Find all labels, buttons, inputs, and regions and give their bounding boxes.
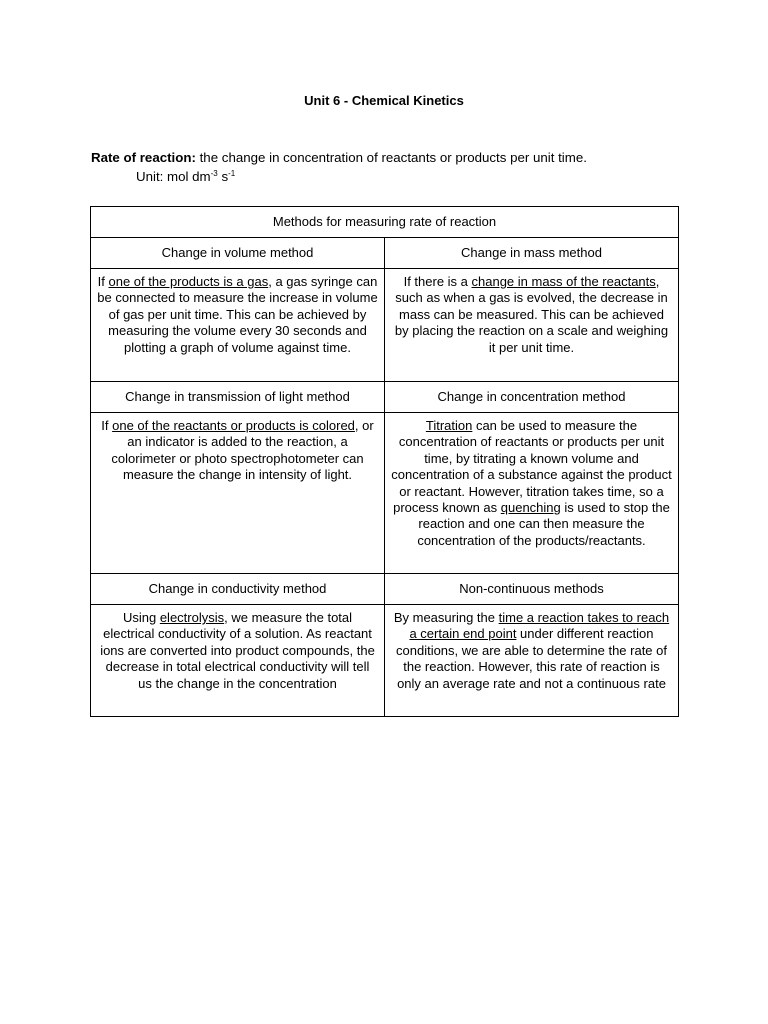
text-span: Using [122,610,160,625]
underlined-phrase: quenching [500,500,561,516]
light-method-heading: Change in transmission of light method [91,382,385,413]
text-span: , a gas syringe can be connected to measure the increase in volume of gas per unit time. This can be achieved by measuring the volume every 30 seconds and plotting a graph of volume against time. [97,274,378,355]
light-method-description [91,413,385,574]
unit-prefix: Unit: mol dm [136,169,211,184]
text-span: is used to stop the reaction and one can then measure the concentration of the products/reactants. [417,500,670,548]
method-heading-row [91,238,679,269]
table-header-row [91,207,679,238]
mass-method-heading: Change in mass method [385,238,679,269]
text-span: can be used to measure the concentration of reactants or products per unit time, by titrating a known volume and concentration of a substance against the product or reactant. However, titration takes time, so a process known as [391,418,672,516]
text-span: If [101,418,113,433]
underlined-phrase: electrolysis [159,610,225,625]
text-span: If [97,274,109,289]
noncontinuous-method-description [385,605,679,717]
underlined-phrase: change in mass of the reactants [471,274,656,289]
text-span: If there is a [403,274,472,289]
method-description-row [91,413,679,574]
unit-exponent-dm: -3 [210,169,218,178]
methods-table [90,206,679,717]
text-span: , we measure the total electrical conductivity of a solution. As reactant ions are converted into product compounds, the decrease in total electrical conductivity will tell us the change in the concentration [100,610,375,691]
text-span: , such as when a gas is evolved, the decrease in mass can be measured. This can be achieved by placing the reaction on a scale and weighing it per unit time. [394,274,669,355]
underlined-phrase: time a reaction takes to reach a certain end point [409,610,670,642]
mass-method-description [385,269,679,382]
underlined-phrase: one of the reactants or products is colored [112,418,355,433]
method-description-row [91,605,679,717]
text-span: By measuring the [393,610,499,625]
method-heading-row [91,574,679,605]
unit-seconds: s [217,169,229,184]
conductivity-method-heading: Change in conductivity method [91,574,385,605]
underlined-phrase: Titration [425,418,473,433]
definition-text: the change in concentration of reactants or products per unit time. [195,150,587,165]
text-span: under different reaction conditions, we are able to determine the rate of the reaction. However, this rate of reaction is only an average rate and not a continuous rate [396,626,667,691]
volume-method-description [91,269,385,382]
table-header: Methods for measuring rate of reaction [91,207,679,238]
conductivity-method-description [91,605,385,717]
text-span: , or an indicator is added to the reaction, a colorimeter or photo spectrophotometer can measure the change in intensity of light. [111,418,374,483]
rate-definition [91,149,587,166]
rate-unit [136,168,235,185]
concentration-method-description [385,413,679,574]
page-title: Unit 6 - Chemical Kinetics [304,93,464,108]
unit-exponent-s: -1 [228,169,236,178]
volume-method-heading: Change in volume method [91,238,385,269]
definition-term: Rate of reaction: [91,150,196,165]
concentration-method-heading: Change in concentration method [385,382,679,413]
method-description-row [91,269,679,382]
noncontinuous-method-heading: Non-continuous methods [385,574,679,605]
method-heading-row [91,382,679,413]
underlined-phrase: one of the products is a gas [108,274,269,289]
